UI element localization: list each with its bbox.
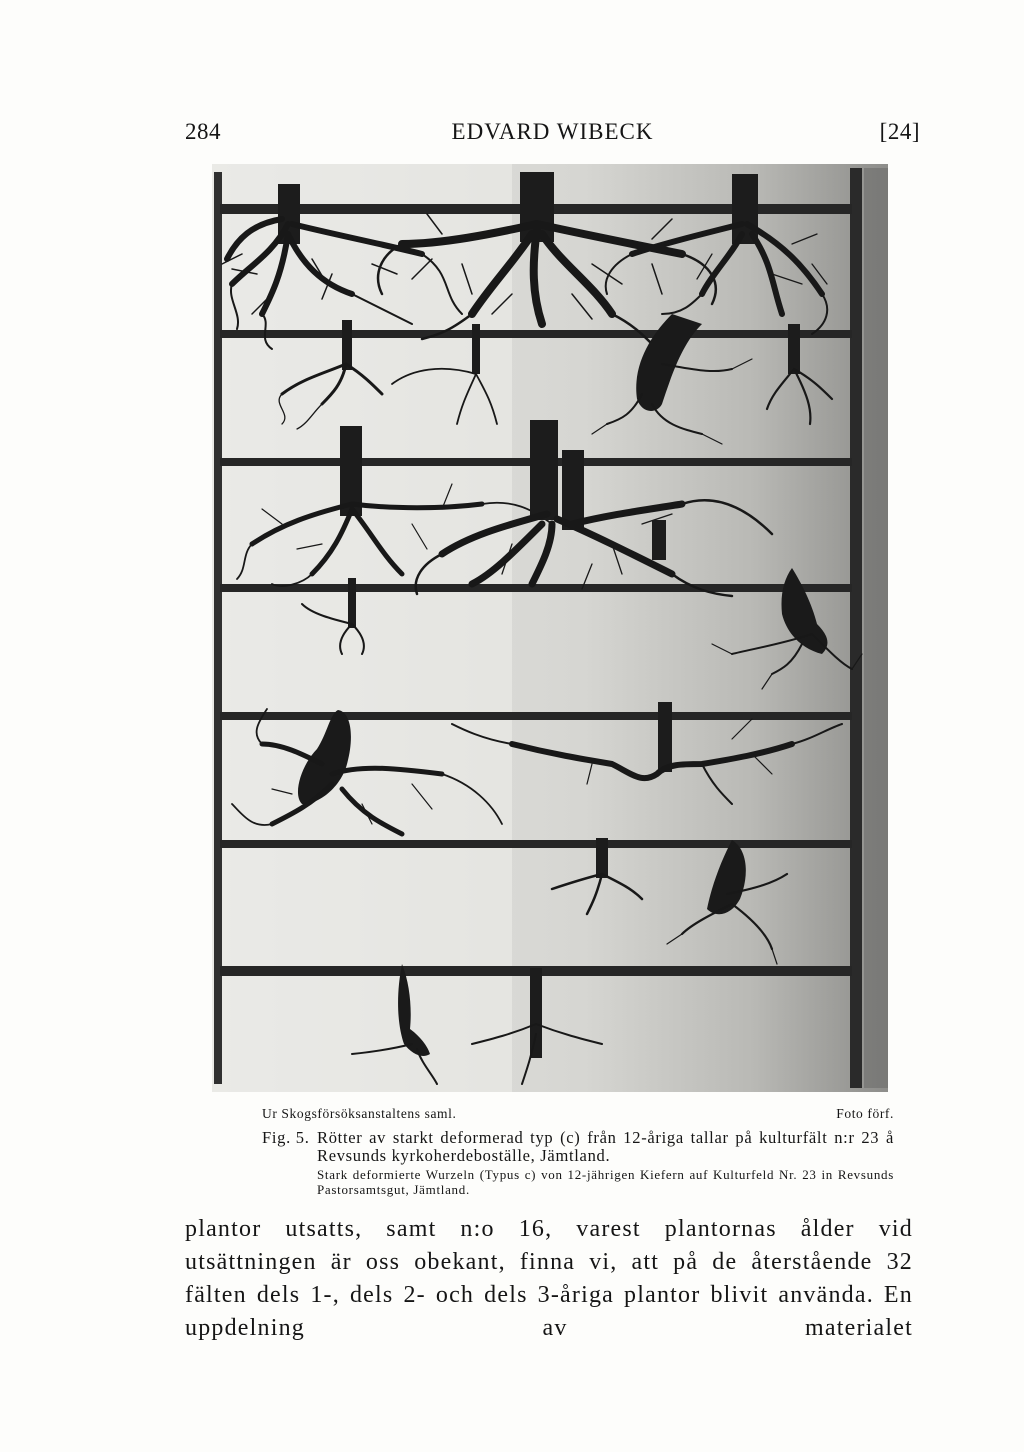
root-stem: [342, 320, 352, 370]
root-stem: [596, 838, 608, 878]
caption-credits: [262, 1103, 894, 1123]
credit-photo: Foto förf.: [836, 1106, 894, 1121]
root-stem: [348, 578, 356, 628]
root-stem: [530, 420, 558, 520]
running-header: [185, 119, 920, 153]
root-stem: [562, 450, 584, 530]
frame-left-post: [214, 172, 222, 1084]
running-title: EDVARD WIBECK: [451, 119, 654, 144]
caption-swedish: Rötter av starkt deformerad typ (c) från 12-åriga tallar på kulturfält n:r 23 å Revsunds kyrkoherdeboställe, Jämtland.: [317, 1128, 894, 1165]
root-stem: [788, 324, 800, 374]
root-stem: [652, 520, 666, 560]
caption-german: Stark deformierte Wurzeln (Typus c) von 12-jährigen Kiefern auf Kulturfeld Nr. 23 in Revsunds Pastorsamtsgut, Jämtland.: [317, 1167, 894, 1197]
frame-right-shadow: [864, 168, 888, 1088]
figure-caption: [262, 1103, 894, 1197]
caption-main: [262, 1129, 894, 1197]
photo-light-patch: [212, 164, 512, 1092]
root-specimens-illustration: [212, 164, 888, 1092]
rail: [220, 712, 852, 720]
credit-source: Ur Skogsförsöksanstaltens saml.: [262, 1106, 457, 1121]
root-specimens-photo: [212, 164, 888, 1092]
frame-right-post: [850, 168, 862, 1088]
body-paragraph: plantor utsatts, samt n:o 16, varest plantornas ålder vid utsättningen är oss obekant, finna vi, att på de återstående 32 fälten dels 1-, dels 2- och dels 3-åriga plantor blivit använda. En uppdelning av materialet: [185, 1216, 913, 1341]
root-stem: [658, 702, 672, 772]
figure-label: Fig. 5.: [262, 1128, 310, 1147]
rail: [220, 330, 852, 338]
page-number: 284: [185, 119, 221, 144]
root-stem: [530, 968, 542, 1058]
rail: [220, 584, 852, 592]
rail: [220, 840, 852, 848]
section-number: [24]: [879, 119, 920, 144]
root-stem: [472, 324, 480, 374]
